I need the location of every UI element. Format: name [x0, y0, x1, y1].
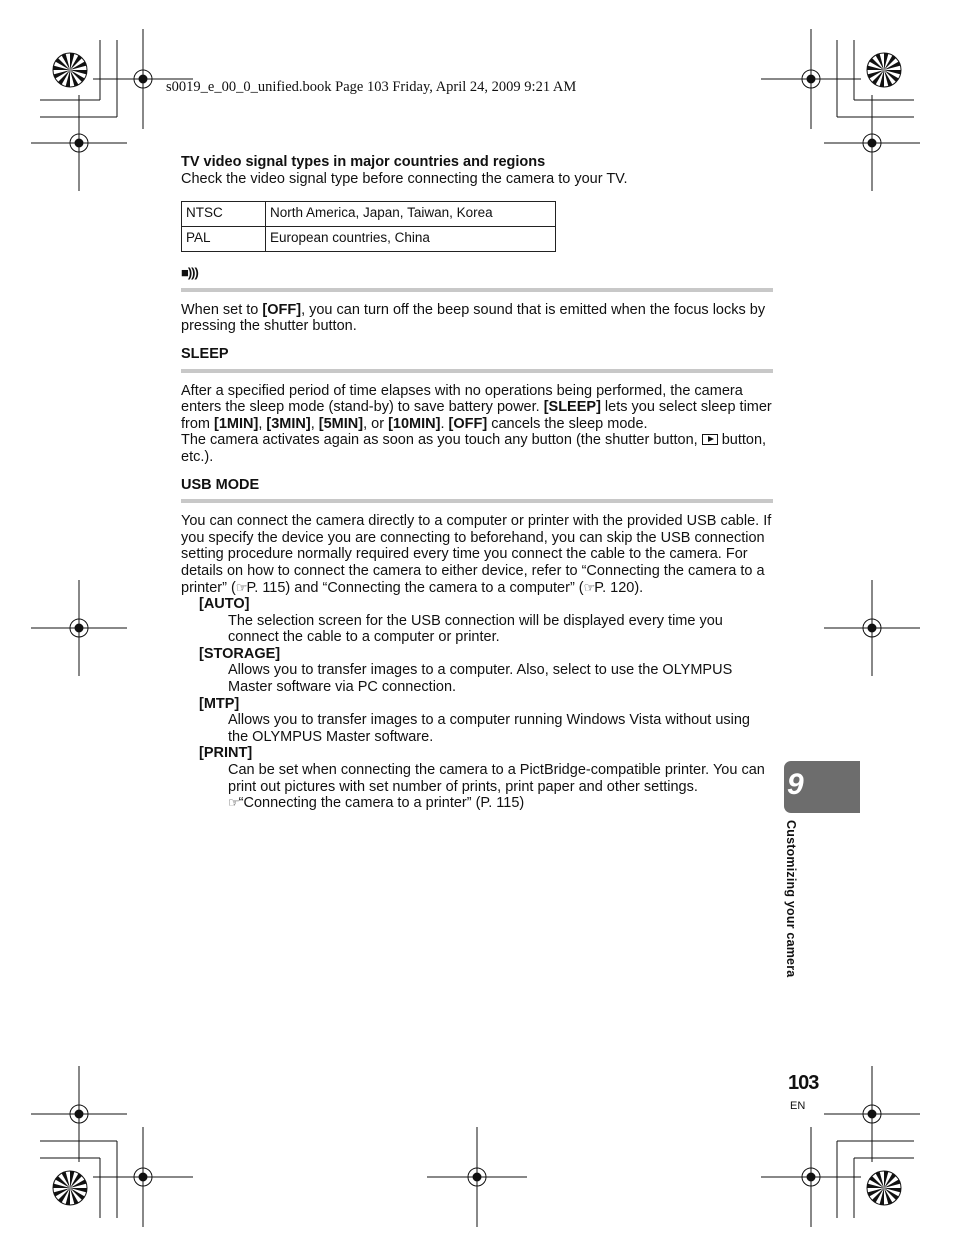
usb-section-text: You can connect the camera directly to a computer or printer with the provided USB cable. If you specify the device you are connecting to beforehand, you can skip the USB connection setting procedure normally required every time you connect the cable to the camera. For details on how to connect the camera to either device, refer to “Connecting the camera to a printer” (☞P. 115) and “Connecting the camera to a computer” (☞P. 120).: [181, 513, 772, 596]
registration-target: [824, 95, 920, 191]
page-content: [181, 154, 773, 812]
table-cell: NTSC: [182, 202, 266, 227]
usb-option-desc: The selection screen for the USB connection will be displayed every time you connect the cable to a computer or printer.: [228, 612, 723, 646]
tv-section-title: TV video signal types in major countries and regions: [181, 154, 546, 170]
registration-star-wheel: [53, 1171, 87, 1205]
tv-section-intro: Check the video signal type before connecting the camera to your TV.: [181, 170, 628, 187]
section-divider: [181, 499, 773, 503]
registration-target: [824, 580, 920, 676]
registration-target: [427, 1127, 527, 1227]
usb-option-desc: Can be set when connecting the camera to a PictBridge-compatible printer. You can print out pictures with set number of prints, print paper and other settings.: [228, 762, 765, 795]
reference-icon: ☞: [235, 579, 247, 595]
usb-section-title: USB MODE: [181, 476, 260, 493]
playback-button-icon: [702, 434, 718, 445]
usb-option-label: [STORAGE]: [199, 645, 281, 662]
sleep-section-text-2: The camera activates again as soon as you touch any button (the shutter button, button, etc.).: [181, 432, 767, 465]
page-language: EN: [790, 1100, 806, 1112]
beep-section-title: [181, 265, 773, 282]
usb-option-desc: Allows you to transfer images to a computer. Also, select to use the OLYMPUS Master software via PC connection.: [228, 662, 733, 696]
registration-target: [31, 580, 127, 676]
chapter-label: Customizing your camera: [784, 820, 798, 978]
registration-target: [761, 29, 861, 129]
table-cell: European countries, China: [266, 227, 556, 252]
chapter-number: 9: [787, 768, 804, 801]
sleep-section-text: After a specified period of time elapses with no operations being performed, the camera enters the sleep mode (stand-by) to save battery power. [SLEEP] lets you select sleep timer from [1MIN], [3MIN], [5MIN], or [10MIN]. [OFF] cancels the sleep mode.: [181, 382, 772, 432]
section-divider: [181, 369, 773, 373]
section-divider: [181, 288, 773, 292]
table-row: [182, 227, 556, 252]
registration-target: [31, 95, 127, 191]
usb-option-label: [AUTO]: [199, 596, 250, 613]
usb-print-reference: ☞“Connecting the camera to a printer” (P. 115): [228, 795, 525, 812]
registration-target: [31, 1066, 127, 1162]
sleep-section-title: SLEEP: [181, 345, 229, 362]
signal-type-table: [181, 201, 556, 252]
registration-star-wheel: [53, 53, 87, 87]
page-number: 103: [788, 1072, 819, 1094]
file-info-header: s0019_e_00_0_unified.book Page 103 Friday, April 24, 2009 9:21 AM: [166, 79, 577, 95]
usb-option-label: [PRINT]: [199, 745, 253, 762]
beep-section-text: When set to [OFF], you can turn off the beep sound that is emitted when the focus locks by pressing the shutter button.: [181, 301, 766, 335]
registration-star-wheel: [867, 1171, 901, 1205]
speaker-sound-icon: ■))): [181, 265, 198, 281]
registration-target: [93, 1127, 193, 1227]
registration-target: [761, 1127, 861, 1227]
registration-target: [824, 1066, 920, 1162]
table-cell: North America, Japan, Taiwan, Korea: [266, 202, 556, 227]
reference-icon: ☞: [228, 795, 239, 811]
table-cell: PAL: [182, 227, 266, 252]
usb-option-label: [MTP]: [199, 695, 240, 712]
registration-star-wheel: [867, 53, 901, 87]
reference-icon: ☞: [583, 579, 595, 595]
table-row: [182, 202, 556, 227]
usb-option-desc: Allows you to transfer images to a computer running Windows Vista without using the OLYMPUS Master software.: [228, 712, 750, 745]
